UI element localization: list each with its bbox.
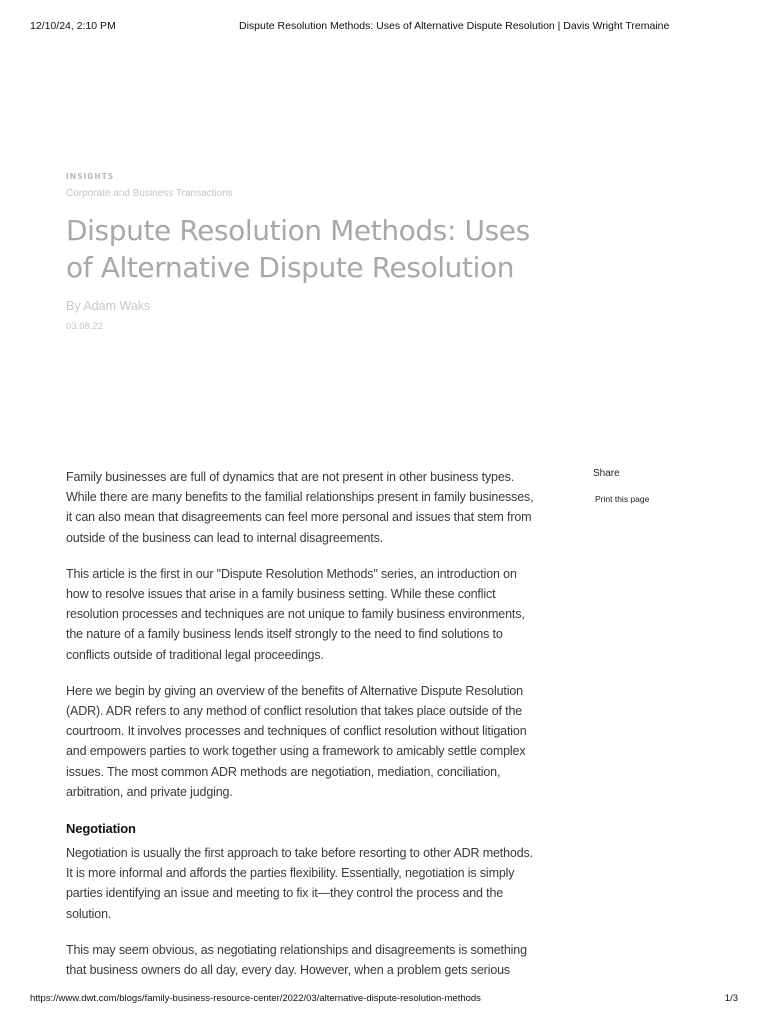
article-body	[66, 467, 541, 996]
print-footer	[30, 993, 738, 1007]
page-number: 1/3	[724, 993, 738, 1004]
insights-eyebrow: INSIGHTS	[66, 172, 115, 181]
print-timestamp: 12/10/24, 2:10 PM	[30, 20, 116, 32]
page-title: Dispute Resolution Methods: Uses of Alternative Dispute Resolution	[66, 214, 530, 284]
print-document-title: Dispute Resolution Methods: Uses of Alternative Dispute Resolution | Davis Wright Tremaine	[239, 20, 670, 32]
category-link[interactable]: Corporate and Business Transactions	[66, 188, 233, 199]
paragraph: Negotiation is usually the first approach to take before resorting to other ADR methods. It is more informal and affords the parties flexibility. Essentially, negotiation is simply parties identifying an issue and meeting to fix it—they control the process and the solution.	[66, 846, 533, 921]
paragraph: This article is the first in our "Dispute Resolution Methods" series, an introduction on how to resolve issues that arise in a family business setting. While these conflict resolution processes and techniques are not unique to family business environments, the nature of a family business lends itself strongly to the need to find solutions to conflicts outside of traditional legal proceedings.	[66, 566, 525, 662]
paragraph: This may seem obvious, as negotiating relationships and disagreements is something that business owners do all day, every day. However, when a problem gets serious	[66, 942, 527, 978]
section-heading-negotiation: Negotiation	[66, 821, 136, 837]
print-page-link[interactable]: Print this page	[595, 494, 650, 504]
share-button[interactable]: Share	[593, 468, 620, 479]
print-header	[30, 20, 738, 34]
paragraph: Family businesses are full of dynamics that are not present in other business types. While there are many benefits to the familial relationships present in family businesses, it can also mean that disagreements can feel more personal and issues that stem from outside of the business can lead to internal disagreements.	[66, 470, 534, 545]
paragraph: Here we begin by giving an overview of the benefits of Alternative Dispute Resolution (ADR). ADR refers to any method of conflict resolution that takes place outside of the courtroom. It involves processes and techniques of conflict resolution without litigation and empowers parties to work together using a framework to amicably settle complex issues. The most common ADR methods are negotiation, mediation, conciliation, arbitration, and private judging.	[66, 683, 527, 799]
publish-date: 03.08.22	[66, 321, 103, 332]
page-url: https://www.dwt.com/blogs/family-business-resource-center/2022/03/alternative-dispute-resolution-methods	[30, 993, 481, 1004]
author-byline[interactable]: By Adam Waks	[66, 299, 151, 313]
